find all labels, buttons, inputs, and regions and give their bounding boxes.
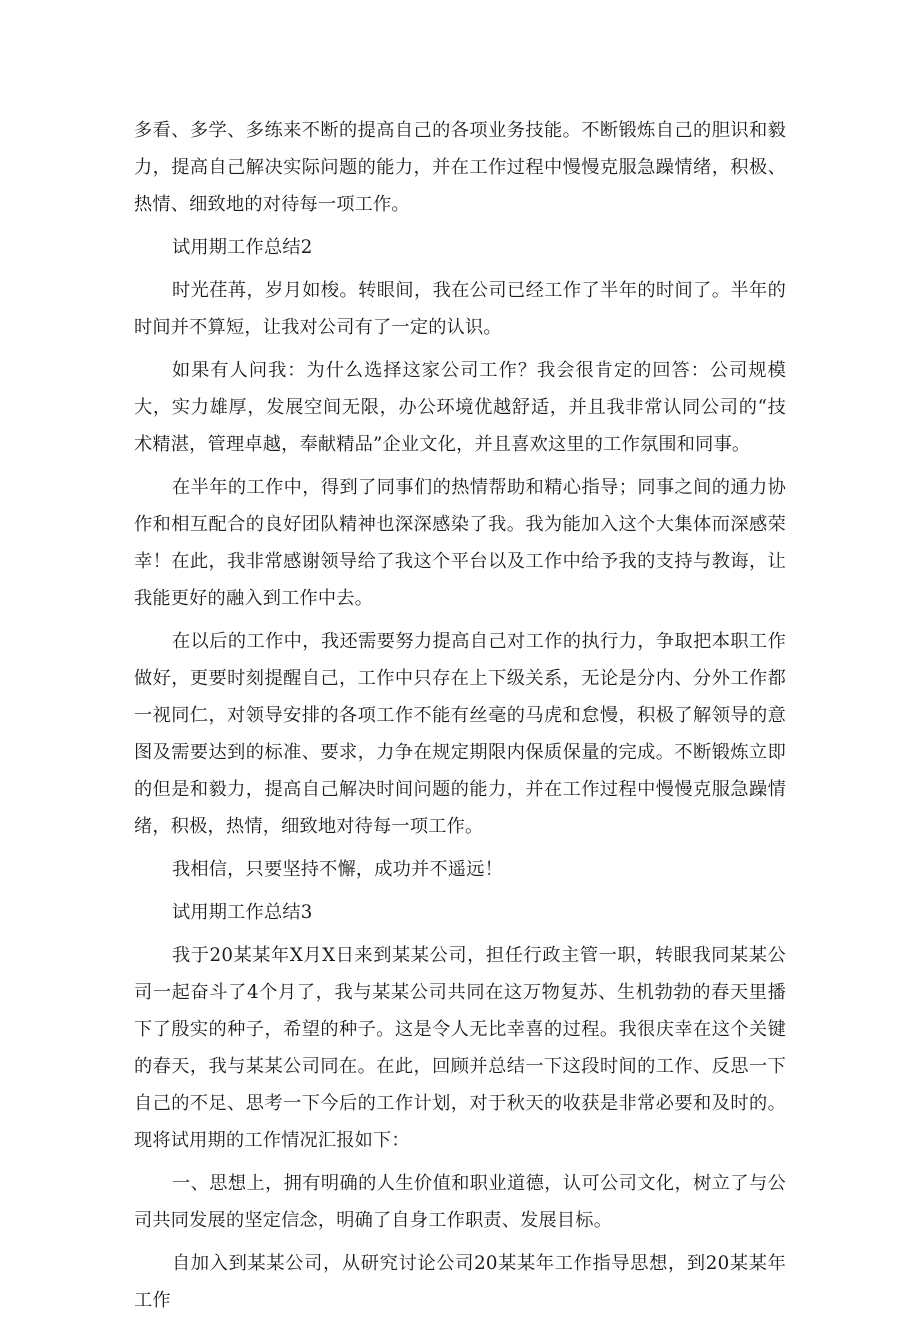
document-body (134, 112, 786, 1319)
section-heading-3: 试用期工作总结3 (172, 902, 313, 923)
paragraph-1: 多看、多学、多练来不断的提高自己的各项业务技能。不断锻炼自己的胆识和毅力，提高自己解决实际问题的能力，并在工作过程中慢慢克服急躁情绪，积极、热情、细致地的对待每一项工作。 (134, 120, 786, 215)
section-heading-2: 试用期工作总结2 (172, 237, 313, 258)
paragraph-4: 在半年的工作中，得到了同事们的热情帮助和精心指导；同事之间的通力协作和相互配合的良好团队精神也深深感染了我。我为能加入这个大集体而深感荣幸！在此，我非常感谢领导给了我这个平台以及工作中给予我的支持与教诲，让我能更好的融入到工作中去。 (134, 477, 786, 609)
paragraph-2: 时光荏苒，岁月如梭。转眼间，我在公司已经工作了半年的时间了。半年的时间并不算短，让我对公司有了一定的认识。 (134, 280, 786, 338)
paragraph-9: 自加入到某某公司，从研究讨论公司20某某年工作指导思想，到20某某年工作 (134, 1253, 786, 1311)
paragraph-7: 我于20某某年X月X日来到某某公司，担任行政主管一职，转眼我同某某公司一起奋斗了4个月了，我与某某公司共同在这万物复苏、生机勃勃的春天里播下了殷实的种子，希望的种子。这是令人无比幸喜的过程。我很庆幸在这个关键的春天，我与某某公司同在。在此，回顾并总结一下这段时间的工作、反思一下自己的不足、思考一下今后的工作计划，对于秋天的收获是非常必要和及时的。现将试用期的工作情况汇报如下： (134, 945, 786, 1151)
paragraph-3: 如果有人问我：为什么选择这家公司工作？我会很肯定的回答：公司规模大，实力雄厚，发展空间无限，办公环境优越舒适，并且我非常认同公司的“技术精湛，管理卓越，奉献精品”企业文化，并且喜欢这里的工作氛围和同事。 (134, 360, 786, 455)
paragraph-8: 一、思想上，拥有明确的人生价值和职业道德，认可公司文化，树立了与公司共同发展的坚定信念，明确了自身工作职责、发展目标。 (134, 1173, 786, 1231)
paragraph-6: 我相信，只要坚持不懈，成功并不遥远！ (172, 859, 503, 880)
paragraph-5: 在以后的工作中，我还需要努力提高自己对工作的执行力，争取把本职工作做好，更要时刻提醒自己，工作中只存在上下级关系，无论是分内、分外工作都一视同仁，对领导安排的各项工作不能有丝毫的马虎和怠慢，积极了解领导的意图及需要达到的标准、要求，力争在规定期限内保质保量的完成。不断锻炼立即的但是和毅力，提高自己解决时间问题的能力，并在工作过程中慢慢克服急躁情绪，积极，热情，细致地对待每一项工作。 (134, 631, 786, 837)
